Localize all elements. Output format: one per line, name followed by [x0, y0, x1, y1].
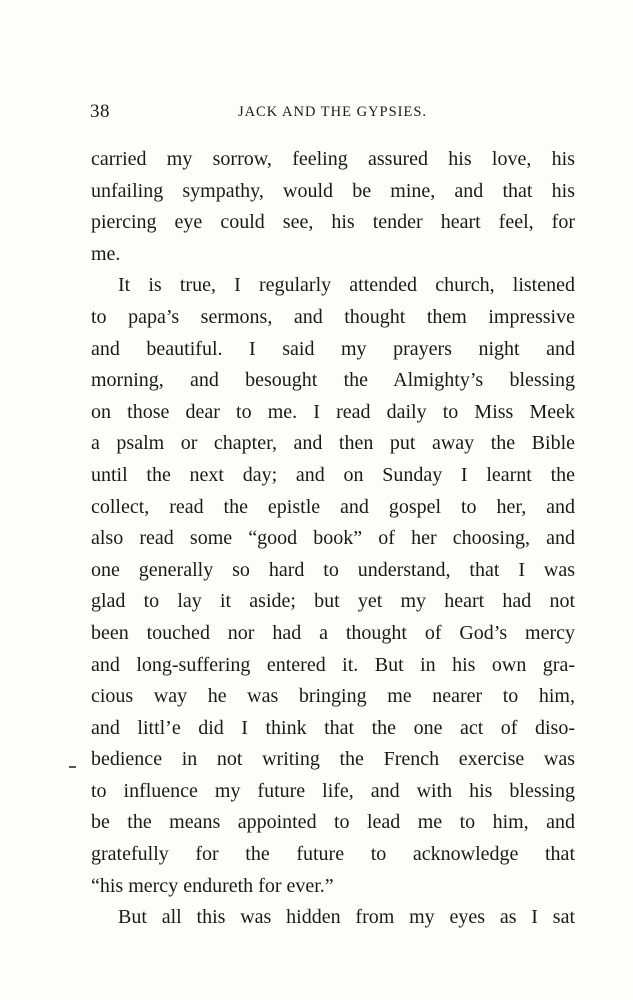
text-line: until the next day; and on Sunday I learnt the	[91, 463, 575, 486]
paragraph-start-line: It is true, I regularly attended church, listened	[118, 274, 575, 297]
text-line: morning, and besought the Almighty’s blessing	[91, 369, 575, 392]
text-line: also read some “good book” of her choosing, and	[91, 527, 575, 550]
text-line: to influence my future life, and with his blessing	[91, 779, 575, 802]
text-line: a psalm or chapter, and then put away the Bible	[91, 432, 575, 455]
text-line: gratefully for the future to acknowledge that	[91, 843, 575, 866]
text-line: and beautiful. I said my prayers night and	[91, 337, 575, 360]
text-line: and littl’e did I think that the one act of diso-	[91, 716, 575, 739]
running-head: JACK AND THE GYPSIES.	[237, 104, 428, 120]
text-line: cious way he was bringing me nearer to him,	[91, 685, 575, 708]
text-line: one generally so hard to understand, that I was	[91, 558, 575, 581]
text-line: bedience in not writing the French exercise was	[91, 748, 575, 771]
margin-mark	[69, 766, 76, 768]
text-line: unfailing sympathy, would be mine, and that his	[91, 179, 575, 202]
text-line: “his mercy endureth for ever.”	[91, 874, 334, 897]
body-text	[91, 144, 575, 934]
text-line: piercing eye could see, his tender heart feel, for	[91, 211, 575, 234]
text-line: me.	[91, 242, 121, 265]
text-line: and long-suffering entered it. But in his own gra-	[91, 653, 575, 676]
page-header	[90, 101, 575, 125]
text-line: collect, read the epistle and gospel to her, and	[91, 495, 575, 518]
text-line: be the means appointed to lead me to him, and	[91, 811, 575, 834]
page-number: 38	[90, 101, 110, 122]
text-line: on those dear to me. I read daily to Miss Meek	[91, 400, 575, 423]
text-line: been touched nor had a thought of God’s mercy	[91, 621, 575, 644]
text-line: to papa’s sermons, and thought them impressive	[91, 305, 575, 328]
text-line: glad to lay it aside; but yet my heart had not	[91, 590, 575, 613]
paragraph-start-line: But all this was hidden from my eyes as I sat	[118, 906, 575, 929]
text-line: carried my sorrow, feeling assured his love, his	[91, 148, 575, 170]
